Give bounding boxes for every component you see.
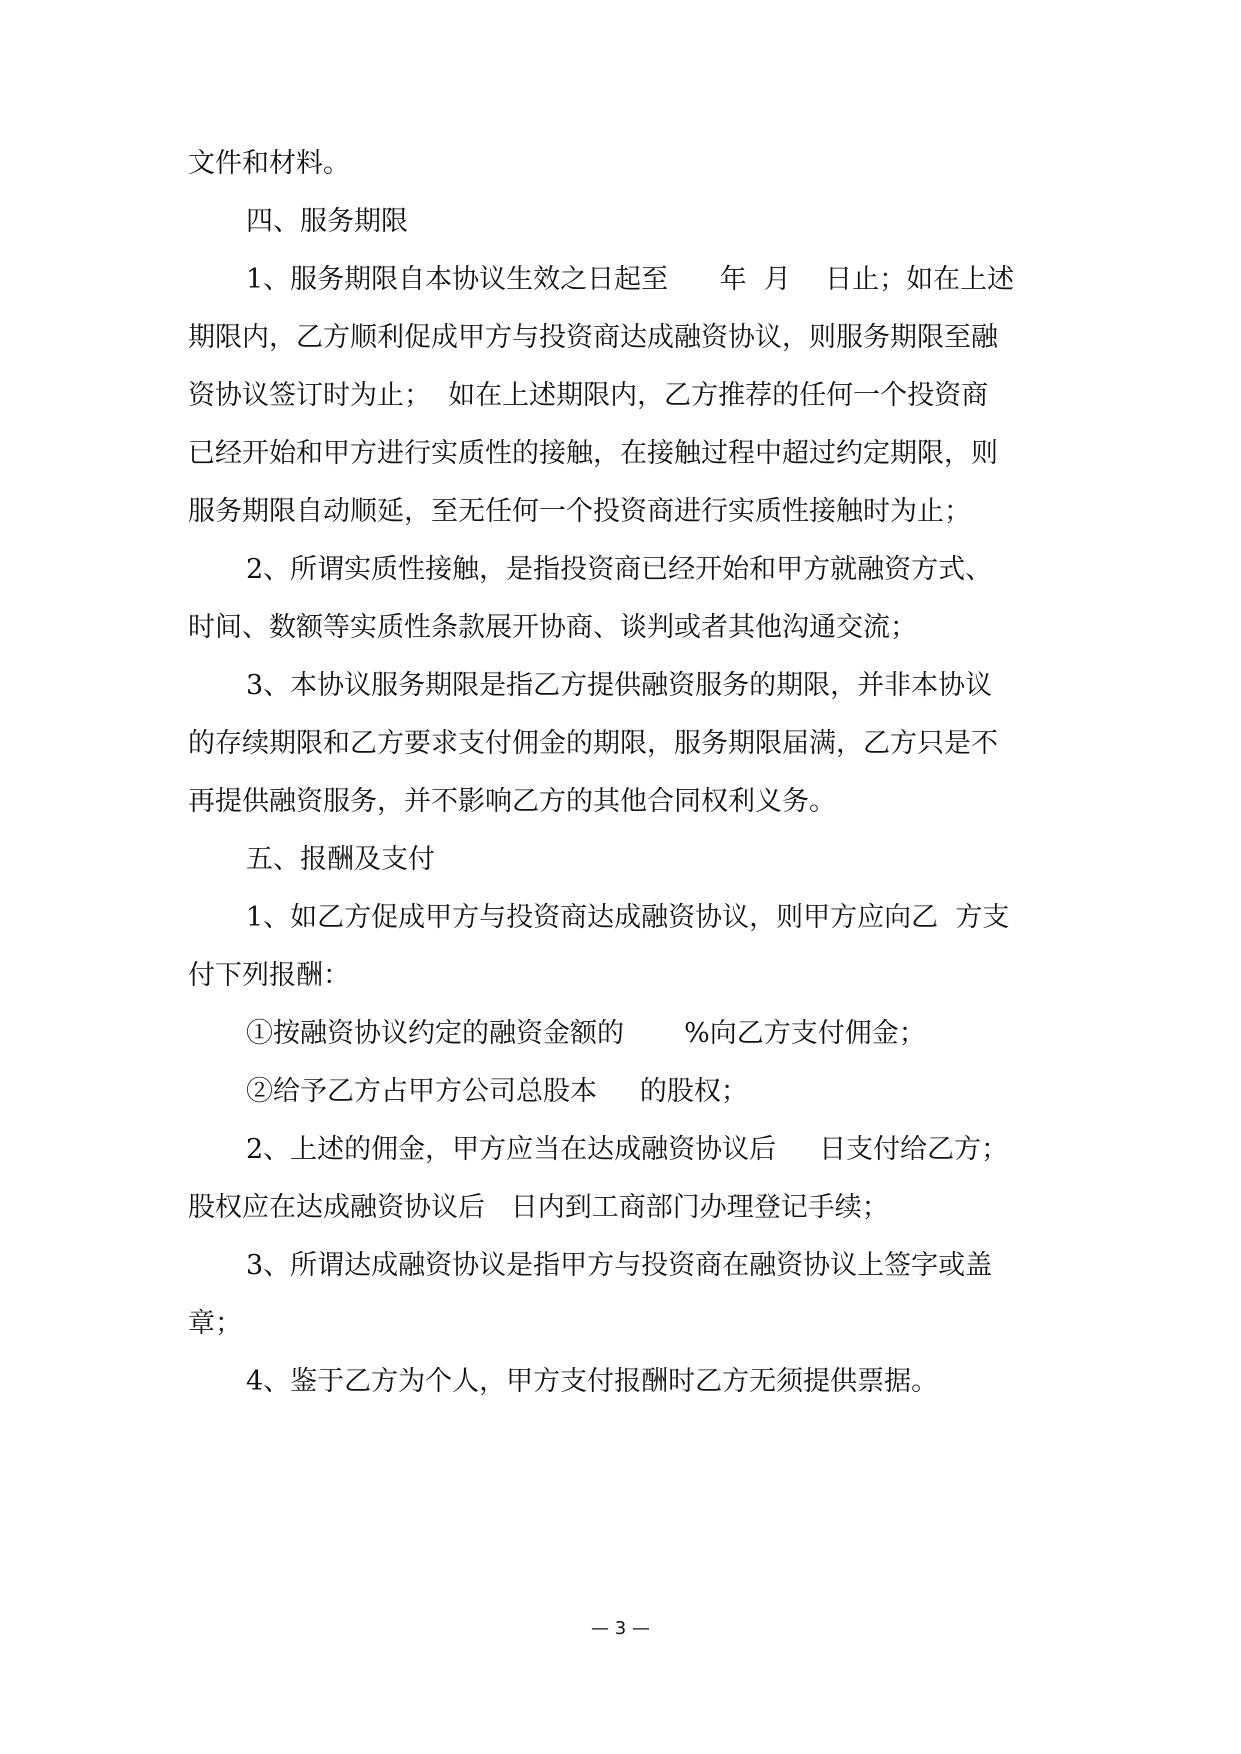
clause-5-3-line-1: 3、所谓达成融资协议是指甲方与投资商在融资协议上签字或盖 <box>246 1250 993 1281</box>
clause-4-2-line-1: 2、所谓实质性接触，是指投资商已经开始和甲方就融资方式、 <box>246 554 993 585</box>
clause-4-1-line-5: 服务期限自动顺延，至无任何一个投资商进行实质性接触时为止； <box>188 496 971 527</box>
clause-5-1-line-2: 付下列报酬： <box>188 960 350 991</box>
section-heading-remuneration: 五、报酬及支付 <box>246 844 435 875</box>
clause-5-2-line-1: 2、上述的佣金，甲方应当在达成融资协议后 日支付给乙方； <box>246 1134 1009 1165</box>
page-number: — 3 — <box>591 1618 650 1639</box>
clause-4-2-line-2: 时间、数额等实质性条款展开协商、谈判或者其他沟通交流； <box>188 612 917 643</box>
section-heading-service-period: 四、服务期限 <box>246 206 408 237</box>
clause-4-3-line-2: 的存续期限和乙方要求支付佣金的期限，服务期限届满，乙方只是不 <box>188 728 998 759</box>
clause-5-3-line-2: 章； <box>188 1308 242 1339</box>
clause-5-4-line-1: 4、鉴于乙方为个人，甲方支付报酬时乙方无须提供票据。 <box>246 1366 939 1397</box>
clause-4-1-line-2: 期限内，乙方顺利促成甲方与投资商达成融资协议，则服务期限至融 <box>188 322 998 353</box>
clause-4-1-line-3: 资协议签订时为止； 如在上述期限内，乙方推荐的任何一个投资商 <box>188 380 989 411</box>
clause-5-1-item-1: ①按融资协议约定的融资金额的 %向乙方支付佣金； <box>246 1018 926 1049</box>
clause-4-1-line-4: 已经开始和甲方进行实质性的接触，在接触过程中超过约定期限，则 <box>188 438 998 469</box>
clause-4-1-line-1: 1、服务期限自本协议生效之日起至 年 月 日止；如在上述 <box>246 264 1015 295</box>
clause-4-3-line-3: 再提供融资服务，并不影响乙方的其他合同权利义务。 <box>188 786 836 817</box>
clause-5-1-line-1: 1、如乙方促成甲方与投资商达成融资协议，则甲方应向乙 方支 <box>246 902 1010 933</box>
clause-5-2-line-2: 股权应在达成融资协议后 日内到工商部门办理登记手续； <box>188 1192 889 1223</box>
clause-4-3-line-1: 3、本协议服务期限是指乙方提供融资服务的期限，并非本协议 <box>246 670 993 701</box>
clause-5-1-item-2: ②给予乙方占甲方公司总股本 的股权； <box>246 1076 748 1107</box>
text-line-continuation: 文件和材料。 <box>188 148 350 179</box>
